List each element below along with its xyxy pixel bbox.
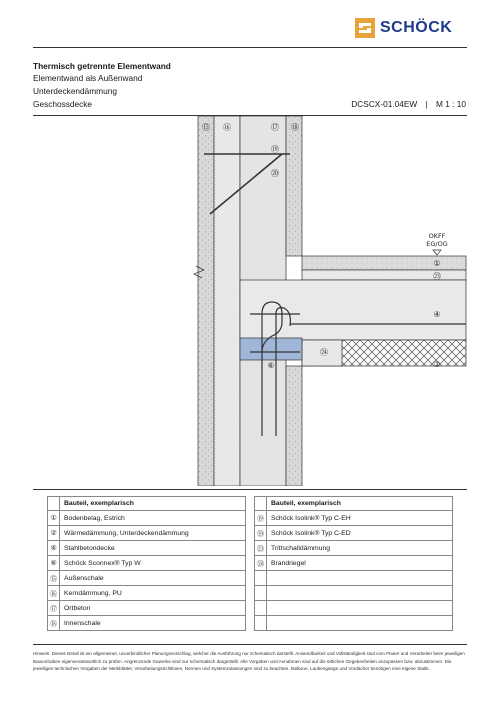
- legend-row: ② Wärmedämmung, Unterdeckendämmung: [48, 526, 246, 541]
- subtitle-line-1: Elementwand als Außenwand: [33, 73, 143, 83]
- legend-row: ⑥ Schöck Sconnex® Typ W: [48, 556, 246, 571]
- legend-row: ⑳ Schöck Isolink® Typ C-ED: [255, 526, 453, 541]
- legend-row: [255, 571, 453, 586]
- tag-core-insulation: ⑯: [223, 123, 231, 132]
- outer-shell: [198, 116, 214, 486]
- subtitle-line-2: Unterdeckendämmung: [33, 86, 117, 96]
- impact-sound-insulation: [302, 270, 466, 280]
- legend-header-row: [48, 497, 246, 511]
- legend-row: ⑮ Außenschale: [48, 571, 246, 586]
- legend-header-left: Bauteil, exemplarisch: [60, 497, 246, 511]
- legend-header-right: Bauteil, exemplarisch: [267, 497, 453, 511]
- sconnex-element: [240, 338, 302, 360]
- detail-code-number: DCSCX-01.04EW: [351, 99, 418, 109]
- legend-row: [255, 601, 453, 616]
- legend-header-row: [255, 497, 453, 511]
- tag-outer-shell: ⑮: [202, 123, 210, 132]
- floor-screed: [302, 256, 466, 270]
- inner-shell-lower: [286, 366, 302, 486]
- legend-row: ⑱ Innenschale: [48, 616, 246, 631]
- legend-table-left: [47, 496, 246, 631]
- detail-code: [351, 99, 466, 109]
- tag-fire-barrier: ㉔: [320, 348, 328, 357]
- level-label-top: OKFF: [428, 232, 446, 240]
- tag-sconnex: ⑥: [267, 361, 275, 370]
- concrete-slab: [240, 280, 466, 340]
- schoeck-logo: [355, 18, 452, 38]
- legend-row: ① Bodenbelag, Estrich: [48, 511, 246, 526]
- level-label-bottom: EG/OG: [426, 240, 448, 248]
- section-drawing: [0, 116, 500, 486]
- tag-under-insulation: ②: [433, 360, 441, 369]
- detail-code-separator: |: [425, 99, 428, 109]
- core-insulation: [214, 116, 240, 486]
- header-divider-top: [33, 47, 467, 48]
- legend-table-right: [254, 496, 453, 631]
- tag-in-situ-concrete: ⑰: [271, 123, 279, 132]
- brand-name: SCHÖCK: [380, 19, 453, 36]
- tag-screed: ①: [433, 259, 441, 268]
- inner-shell-upper: [286, 116, 302, 256]
- level-marker-icon: [433, 250, 441, 255]
- tag-slab: ④: [433, 310, 441, 319]
- tag-isolink-ed: ⑳: [271, 169, 279, 178]
- tag-isolink-eh: ⑲: [271, 145, 279, 154]
- legend-row: ㉔ Brandriegel: [255, 556, 453, 571]
- legend-row: ⑰ Ortbeton: [48, 601, 246, 616]
- tag-impact-sound: ㉓: [433, 272, 441, 281]
- legend-row: ④ Stahlbetondecke: [48, 541, 246, 556]
- legend-row: [255, 586, 453, 601]
- legend-row: ⑲ Schöck Isolink® Typ C-EH: [255, 511, 453, 526]
- tag-inner-shell: ⑱: [291, 123, 299, 132]
- drawing-divider: [33, 489, 467, 490]
- legend-row: ㉓ Trittschalldämmung: [255, 541, 453, 556]
- page-title: Thermisch getrennte Elementwand: [33, 61, 171, 71]
- detail-scale: M 1 : 10: [436, 99, 466, 109]
- schoeck-logo-mark-icon: [355, 18, 375, 38]
- subtitle-line-3: Geschossdecke: [33, 99, 93, 109]
- legend-row: [255, 616, 453, 631]
- disclaimer-note: Hinweis: Dieses Detail ist ein allgemeiner, unverbindlicher Planungsvorschlag, welcher die Ausführung nur schematisch darstellt. Anwendbarkeit und Vollständigkeit sind vom Planer und Verarbeiter beim jeweiligen Bauvorhaben eigenverantwortlich zu prüfen. Angrenzende Gewerke sind nur schematisch dargestellt. Alle Vorgaben und Annahmen sind auf die örtlichen Gegebenheiten anzupassen bzw. abzustimmen. Die jeweiligen technischen Vorgaben der Merkblätter, Verarbeitungsrichtlinien, Normen und Systemzulassungen sind zu beachten. Balkone, Laubengänge und Vordächer benötigen eine eigene Statik.: [33, 651, 465, 671]
- footer-divider: [33, 644, 467, 645]
- legend-row: ⑯ Kerndämmung, PU: [48, 586, 246, 601]
